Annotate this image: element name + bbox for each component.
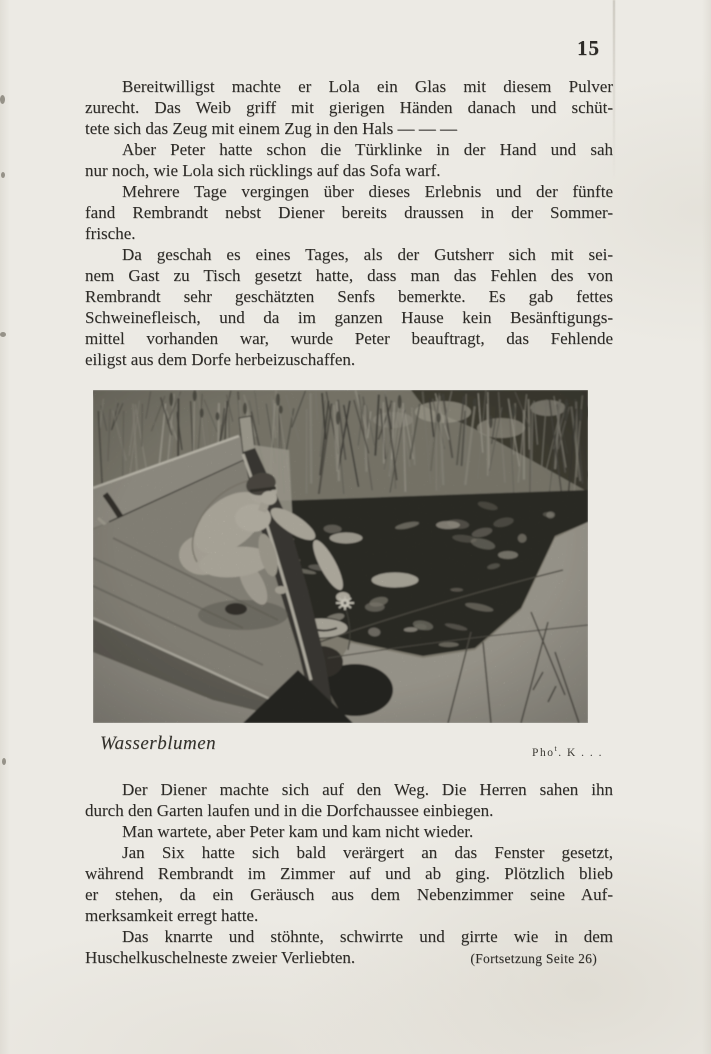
text-line: mittel vorhanden war, wurde Peter beauftragt, das Fehlende xyxy=(85,329,613,348)
closing-line xyxy=(85,947,613,969)
text-line: Da geschah es eines Tages, als der Gutsherr sich mit sei- xyxy=(122,245,613,264)
paragraph xyxy=(85,76,613,139)
text-line: tete sich das Zeug mit einem Zug in den Hals — — — xyxy=(85,119,458,138)
paragraph xyxy=(85,244,613,370)
credit-superscript: t xyxy=(554,744,559,753)
text-line: er stehen, da ein Geräusch aus dem Nebenzimmer seine Auf- xyxy=(85,885,613,904)
text-line: Aber Peter hatte schon die Türklinke in der Hand und sah xyxy=(122,140,613,159)
text-line: fand Rembrandt nebst Diener bereits draussen in der Sommer- xyxy=(85,203,613,222)
scan-speck xyxy=(0,332,6,337)
photo-caption: Wasserblumen xyxy=(100,733,217,754)
text-line: Mehrere Tage vergingen über dieses Erlebnis und der fünfte xyxy=(122,182,613,201)
page-fold-line xyxy=(613,0,615,180)
text-line: Jan Six hatte sich bald verärgert an das Fenster gesetzt, xyxy=(122,843,613,862)
body-text-bottom xyxy=(85,779,613,947)
pond-photo-illustration xyxy=(93,390,588,723)
text-line: Das knarrte und stöhnte, schwirrte und girrte wie in dem xyxy=(122,927,613,946)
continuation-note: (Fortsetzung Seite 26) xyxy=(470,951,597,966)
credit-prefix: Pho xyxy=(532,746,555,759)
scan-speck xyxy=(0,95,5,104)
text-line: während Rembrandt im Zimmer auf und ab ging. Plötzlich blieb xyxy=(85,864,613,883)
paragraph xyxy=(85,139,613,181)
text-line: Schweinefleisch, und da im ganzen Hause kein Besänftigungs- xyxy=(85,308,613,327)
text-line: Der Diener machte sich auf den Weg. Die Herren sahen ihn xyxy=(122,780,613,799)
text-line: merksamkeit erregt hatte. xyxy=(85,906,259,925)
paragraph xyxy=(85,821,613,842)
photo-credit xyxy=(532,744,603,759)
film-grain xyxy=(93,390,588,723)
text-line: Bereitwilligst machte er Lola ein Glas mit diesem Pulver xyxy=(122,77,613,96)
photo-wasserblumen xyxy=(93,390,588,723)
body-text-top xyxy=(85,76,613,370)
closing-text: Huschelkuschelneste zweier Verliebten. xyxy=(85,948,356,967)
text-line: durch den Garten laufen und in die Dorfchaussee einbiegen. xyxy=(85,801,494,820)
paragraph xyxy=(85,779,613,821)
scan-speck xyxy=(1,172,5,178)
text-line: Rembrandt sehr geschätzten Senfs bemerkte. Es gab fettes xyxy=(85,287,613,306)
text-line: nem Gast zu Tisch gesetzt hatte, dass man das Fehlen des von xyxy=(85,266,613,285)
text-line: Man wartete, aber Peter kam und kam nicht wieder. xyxy=(122,822,474,841)
credit-rest: . K . . . xyxy=(558,746,603,759)
paragraph xyxy=(85,926,613,947)
scan-speck xyxy=(2,758,6,765)
text-line: nur noch, wie Lola sich rücklings auf das Sofa warf. xyxy=(85,161,441,180)
text-line: zurecht. Das Weib griff mit gierigen Händen danach und schüt- xyxy=(85,98,613,117)
page-number: 15 xyxy=(577,36,600,60)
text-line: eiligst aus dem Dorfe herbeizuschaffen. xyxy=(85,350,356,369)
text-line: frische. xyxy=(85,224,136,243)
paragraph xyxy=(85,842,613,926)
paragraph xyxy=(85,181,613,244)
